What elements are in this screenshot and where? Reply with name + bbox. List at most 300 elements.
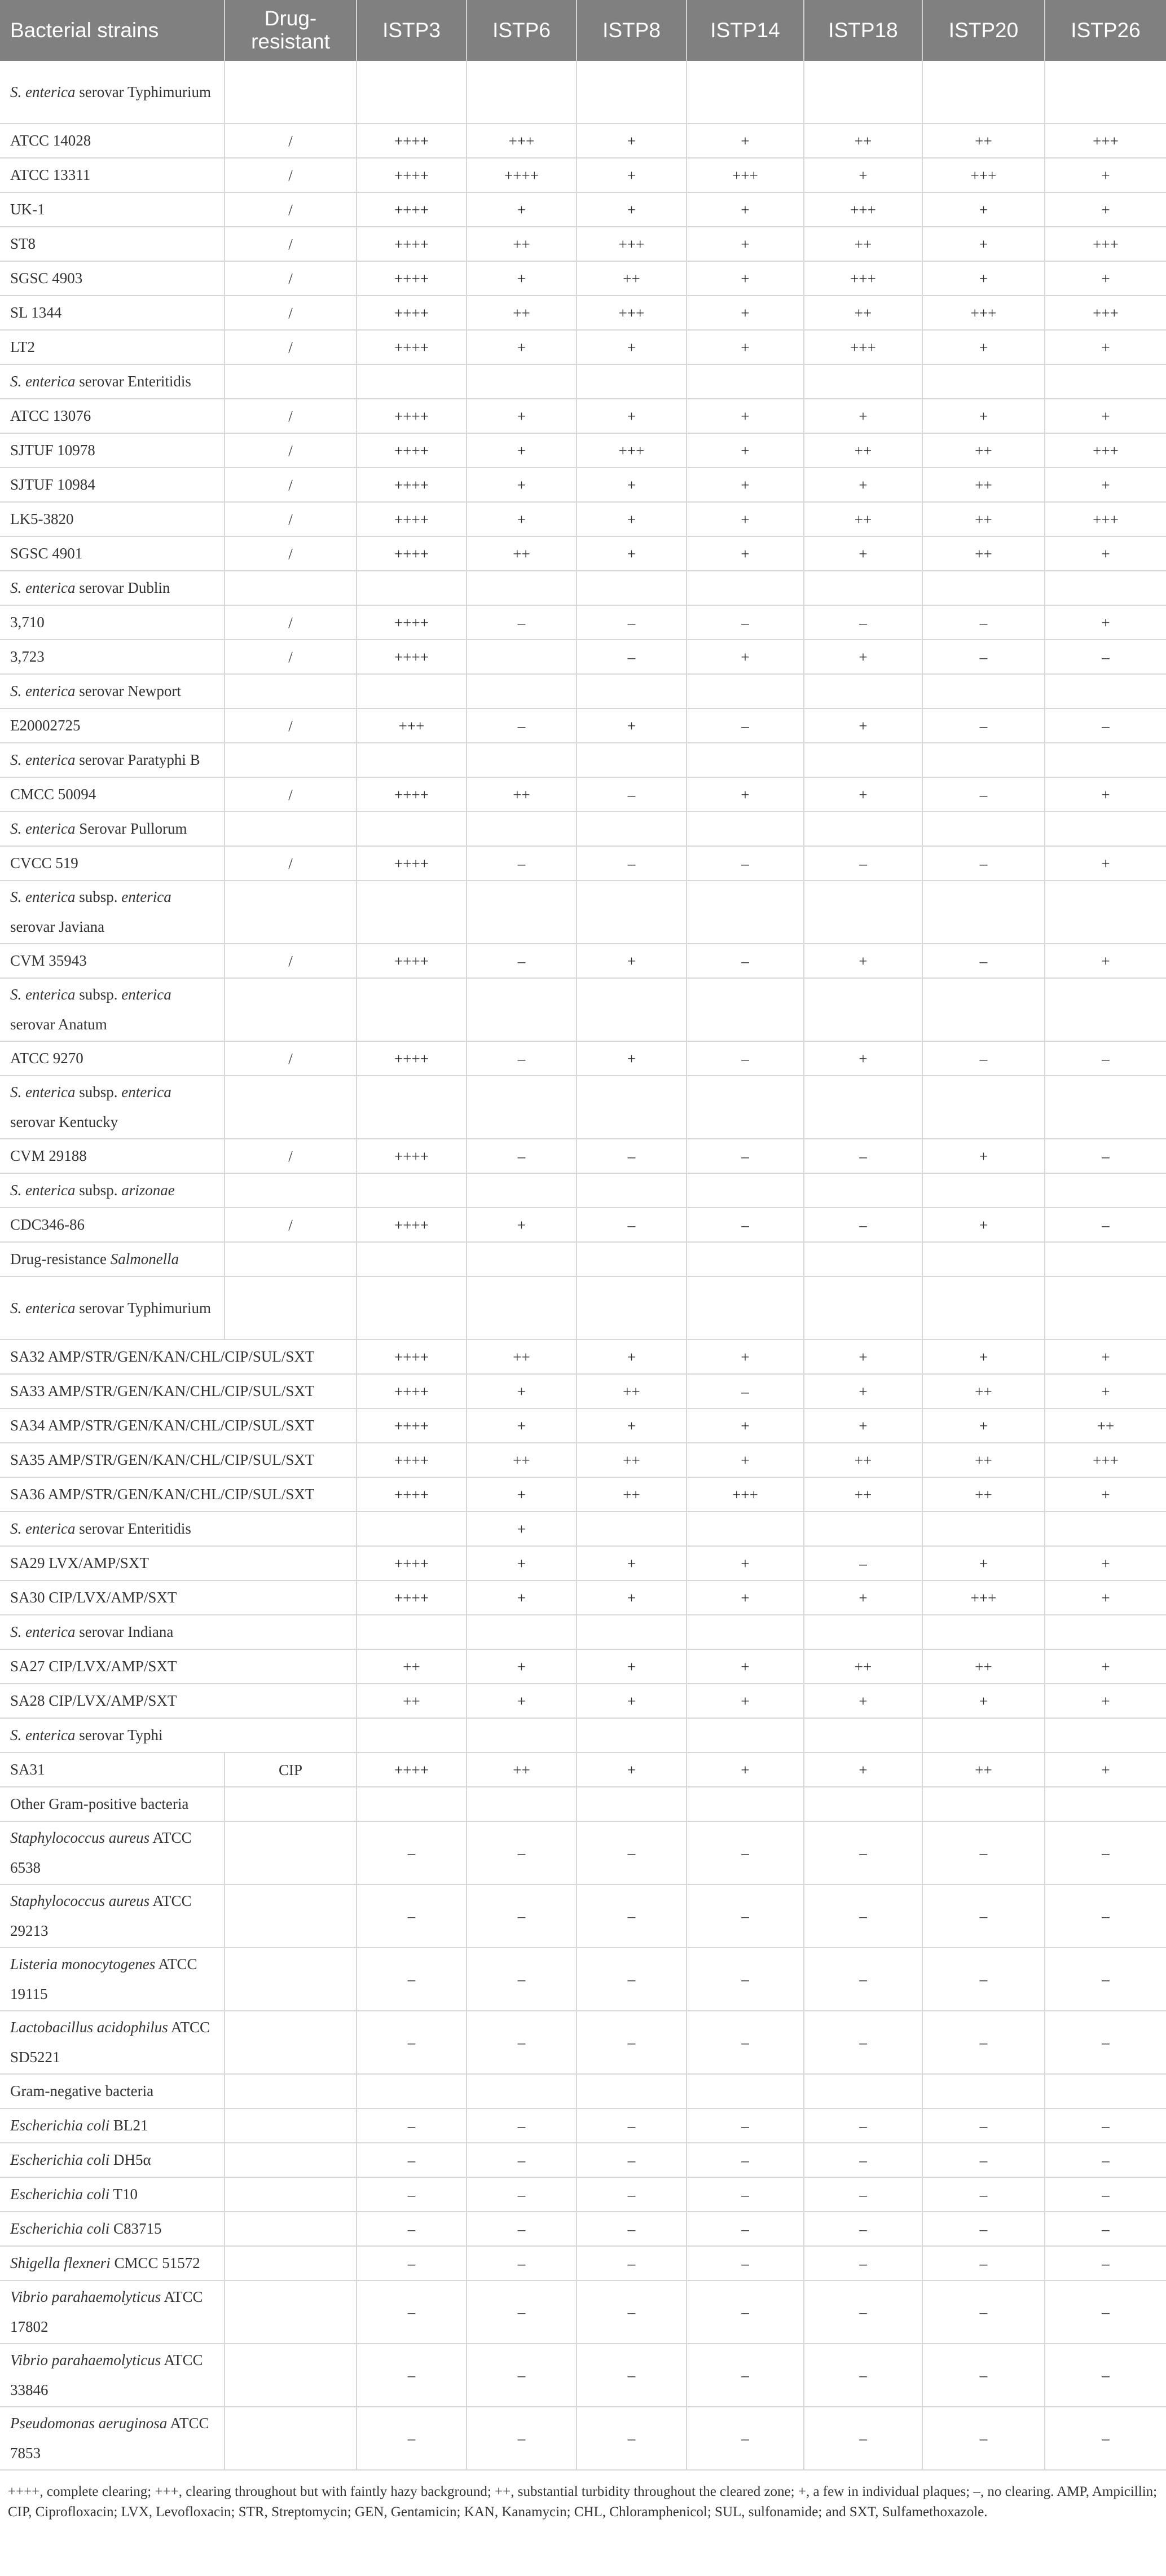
istp20-cell bbox=[922, 1276, 1045, 1340]
table-row bbox=[0, 1684, 1166, 1718]
drug-resistant-cell bbox=[225, 2011, 357, 2074]
drug-resistant-cell bbox=[225, 61, 357, 124]
istp14-cell: + bbox=[687, 261, 804, 296]
istp20-cell: + bbox=[922, 1139, 1045, 1173]
istp3-cell: ++++ bbox=[357, 330, 467, 364]
istp14-cell bbox=[687, 364, 804, 399]
strain-name-text: Drug-resistance bbox=[10, 1250, 111, 1267]
table-row bbox=[0, 1512, 1166, 1546]
strain-name-cell bbox=[0, 1173, 225, 1208]
drug-resistant-cell bbox=[225, 743, 357, 777]
strain-name-italic: S. enterica bbox=[10, 820, 76, 837]
istp14-cell: – bbox=[687, 1374, 804, 1408]
istp6-cell: – bbox=[467, 2177, 577, 2212]
table-group-row bbox=[0, 1242, 1166, 1276]
istp26-cell: – bbox=[1045, 1821, 1166, 1884]
table-row bbox=[0, 1443, 1166, 1477]
table-group-row bbox=[0, 1276, 1166, 1340]
table-row bbox=[0, 2344, 1166, 2407]
table-group-row bbox=[0, 1173, 1166, 1208]
istp6-cell bbox=[467, 1718, 577, 1752]
strain-name-text: serovar Paratyphi B bbox=[75, 751, 200, 768]
istp14-cell: + bbox=[687, 330, 804, 364]
istp3-cell bbox=[357, 674, 467, 708]
istp18-cell: – bbox=[804, 1208, 922, 1242]
istp8-cell bbox=[577, 364, 687, 399]
istp6-cell: + bbox=[467, 330, 577, 364]
strain-name-italic: S. enterica bbox=[10, 1727, 76, 1743]
strain-name-text: ATCC 29213 bbox=[10, 1892, 192, 1939]
strain-name-text: CDC346-86 bbox=[10, 1216, 85, 1233]
istp8-cell bbox=[577, 674, 687, 708]
table-group-row bbox=[0, 1615, 1166, 1649]
drug-resistant-cell bbox=[225, 2407, 357, 2470]
istp26-cell bbox=[1045, 674, 1166, 708]
istp18-cell: ++ bbox=[804, 502, 922, 536]
istp18-cell: – bbox=[804, 2246, 922, 2280]
strain-name-text: serovar Indiana bbox=[75, 1623, 174, 1640]
strain-name-italic: S. enterica bbox=[10, 1182, 76, 1199]
istp8-cell: + bbox=[577, 1408, 687, 1443]
strain-name-cell bbox=[0, 2108, 225, 2143]
strain-name-text: 3,723 bbox=[10, 648, 45, 665]
strain-name-text: ATCC SD5221 bbox=[10, 2019, 210, 2066]
istp8-cell: – bbox=[577, 2212, 687, 2246]
istp26-cell: + bbox=[1045, 330, 1166, 364]
table-row bbox=[0, 2143, 1166, 2177]
istp20-cell: – bbox=[922, 1884, 1045, 1948]
drug-resistant-cell: / bbox=[225, 261, 357, 296]
istp20-cell: – bbox=[922, 2177, 1045, 2212]
strain-name-cell bbox=[0, 708, 225, 743]
istp14-cell: – bbox=[687, 2280, 804, 2344]
header-istp6: ISTP6 bbox=[467, 0, 577, 61]
strain-name-text: serovar Enteritidis bbox=[75, 373, 191, 390]
strain-name-cell bbox=[0, 330, 225, 364]
istp8-cell: + bbox=[577, 330, 687, 364]
strain-name-text: subsp. bbox=[75, 888, 122, 905]
istp26-cell: + bbox=[1045, 1374, 1166, 1408]
istp20-cell: ++ bbox=[922, 1477, 1045, 1512]
strain-name-text: ATCC 6538 bbox=[10, 1829, 192, 1876]
strain-name-text: serovar Typhi bbox=[75, 1727, 163, 1743]
istp3-cell bbox=[357, 1076, 467, 1139]
table-group-row bbox=[0, 1718, 1166, 1752]
istp26-cell: – bbox=[1045, 2246, 1166, 2280]
istp20-cell: – bbox=[922, 2108, 1045, 2143]
table-row bbox=[0, 296, 1166, 330]
istp20-cell bbox=[922, 880, 1045, 944]
strain-name-italic: S. enterica bbox=[10, 751, 76, 768]
istp8-cell: + bbox=[577, 158, 687, 192]
strain-name-italic: Shigella flexneri bbox=[10, 2254, 111, 2271]
istp20-cell: – bbox=[922, 2011, 1045, 2074]
istp18-cell bbox=[804, 978, 922, 1041]
table-row bbox=[0, 1546, 1166, 1580]
istp20-cell: + bbox=[922, 1208, 1045, 1242]
istp14-cell: + bbox=[687, 777, 804, 812]
strain-name-italic: arizonae bbox=[121, 1182, 175, 1199]
istp18-cell: – bbox=[804, 1139, 922, 1173]
table-row bbox=[0, 1752, 1166, 1787]
istp26-cell: +++ bbox=[1045, 124, 1166, 158]
istp6-cell bbox=[467, 812, 577, 846]
istp8-cell bbox=[577, 1718, 687, 1752]
table-row bbox=[0, 2177, 1166, 2212]
istp6-cell: + bbox=[467, 261, 577, 296]
istp3-cell: – bbox=[357, 2177, 467, 2212]
istp18-cell bbox=[804, 1512, 922, 1546]
istp18-cell: – bbox=[804, 2407, 922, 2470]
istp20-cell: – bbox=[922, 2212, 1045, 2246]
istp20-cell: – bbox=[922, 777, 1045, 812]
drug-resistant-cell: / bbox=[225, 468, 357, 502]
istp18-cell bbox=[804, 1718, 922, 1752]
strain-name-text: Other Gram-positive bacteria bbox=[10, 1795, 189, 1812]
strain-name-text: T10 bbox=[109, 2186, 138, 2203]
strain-name-cell bbox=[0, 640, 225, 674]
strain-name-cell bbox=[0, 1139, 225, 1173]
istp3-cell bbox=[357, 571, 467, 605]
istp20-cell: – bbox=[922, 640, 1045, 674]
table-group-row bbox=[0, 61, 1166, 124]
strain-name-text: ST8 bbox=[10, 235, 36, 252]
istp8-cell: – bbox=[577, 1884, 687, 1948]
strain-name-cell bbox=[0, 1787, 225, 1821]
istp6-cell: – bbox=[467, 1884, 577, 1948]
istp8-cell: + bbox=[577, 192, 687, 227]
istp6-cell: + bbox=[467, 468, 577, 502]
istp6-cell: – bbox=[467, 1948, 577, 2011]
istp18-cell: – bbox=[804, 2011, 922, 2074]
table-row bbox=[0, 2108, 1166, 2143]
istp20-cell: + bbox=[922, 1408, 1045, 1443]
istp3-cell bbox=[357, 2074, 467, 2108]
strain-name-cell bbox=[0, 1615, 357, 1649]
istp20-cell: – bbox=[922, 2344, 1045, 2407]
strain-name-italic: S. enterica bbox=[10, 1299, 76, 1316]
istp26-cell: + bbox=[1045, 944, 1166, 978]
istp26-cell: – bbox=[1045, 1139, 1166, 1173]
istp26-cell: – bbox=[1045, 2177, 1166, 2212]
istp20-cell: – bbox=[922, 1821, 1045, 1884]
istp8-cell bbox=[577, 1076, 687, 1139]
istp8-cell bbox=[577, 2074, 687, 2108]
istp3-cell bbox=[357, 1718, 467, 1752]
istp14-cell bbox=[687, 978, 804, 1041]
strain-name-cell bbox=[0, 2280, 225, 2344]
istp26-cell: + bbox=[1045, 1477, 1166, 1512]
drug-resistant-cell bbox=[225, 2246, 357, 2280]
istp6-cell: + bbox=[467, 1649, 577, 1684]
istp14-cell: – bbox=[687, 708, 804, 743]
istp26-cell: + bbox=[1045, 192, 1166, 227]
drug-resistant-cell: / bbox=[225, 708, 357, 743]
istp20-cell: – bbox=[922, 2407, 1045, 2470]
istp18-cell: ++ bbox=[804, 124, 922, 158]
istp18-cell: +++ bbox=[804, 192, 922, 227]
istp14-cell bbox=[687, 1615, 804, 1649]
istp14-cell bbox=[687, 1718, 804, 1752]
strain-name-text: subsp. bbox=[75, 986, 122, 1003]
istp8-cell bbox=[577, 743, 687, 777]
table-row bbox=[0, 1208, 1166, 1242]
istp14-cell: + bbox=[687, 1340, 804, 1374]
istp3-cell bbox=[357, 812, 467, 846]
drug-resistant-cell bbox=[225, 1787, 357, 1821]
drug-resistant-cell: / bbox=[225, 158, 357, 192]
table-body bbox=[0, 61, 1166, 2470]
istp6-cell bbox=[467, 880, 577, 944]
strain-name-italic: enterica bbox=[121, 888, 171, 905]
istp18-cell bbox=[804, 1076, 922, 1139]
istp14-cell: – bbox=[687, 1041, 804, 1076]
istp8-cell: – bbox=[577, 777, 687, 812]
strain-name-cell bbox=[0, 399, 225, 433]
istp18-cell: – bbox=[804, 2280, 922, 2344]
drug-resistant-cell: / bbox=[225, 192, 357, 227]
istp6-cell: ++ bbox=[467, 227, 577, 261]
drug-resistant-cell bbox=[225, 880, 357, 944]
table-row bbox=[0, 708, 1166, 743]
istp18-cell bbox=[804, 1787, 922, 1821]
istp18-cell bbox=[804, 61, 922, 124]
table-row bbox=[0, 192, 1166, 227]
istp6-cell: – bbox=[467, 1041, 577, 1076]
istp18-cell: + bbox=[804, 399, 922, 433]
istp18-cell bbox=[804, 812, 922, 846]
istp14-cell: +++ bbox=[687, 1477, 804, 1512]
istp6-cell: – bbox=[467, 708, 577, 743]
header-drug-resistant: Drug-resistant bbox=[225, 0, 357, 61]
table-row bbox=[0, 846, 1166, 880]
drug-resistant-cell bbox=[225, 364, 357, 399]
drug-resistant-cell bbox=[225, 1821, 357, 1884]
strain-name-text: SL 1344 bbox=[10, 304, 62, 321]
istp8-cell bbox=[577, 1512, 687, 1546]
strain-name-text: ATCC 17802 bbox=[10, 2288, 203, 2335]
istp26-cell: + bbox=[1045, 1340, 1166, 1374]
header-istp8: ISTP8 bbox=[577, 0, 687, 61]
istp20-cell bbox=[922, 1076, 1045, 1139]
table-group-row bbox=[0, 880, 1166, 944]
istp3-cell: ++++ bbox=[357, 846, 467, 880]
istp8-cell: – bbox=[577, 2246, 687, 2280]
strain-name-text: SA33 AMP/STR/GEN/KAN/CHL/CIP/SUL/SXT bbox=[10, 1382, 315, 1399]
istp26-cell: + bbox=[1045, 399, 1166, 433]
istp18-cell: – bbox=[804, 2212, 922, 2246]
istp18-cell: – bbox=[804, 846, 922, 880]
strain-name-text: serovar Typhimurium bbox=[75, 83, 212, 100]
istp18-cell: + bbox=[804, 1374, 922, 1408]
istp14-cell bbox=[687, 1512, 804, 1546]
strain-name-cell bbox=[0, 2344, 225, 2407]
strain-name-cell bbox=[0, 1718, 357, 1752]
istp20-cell: – bbox=[922, 2143, 1045, 2177]
drug-resistant-cell: / bbox=[225, 502, 357, 536]
table-row bbox=[0, 1041, 1166, 1076]
istp6-cell: + bbox=[467, 1512, 577, 1546]
istp14-cell: + bbox=[687, 227, 804, 261]
strain-name-italic: enterica bbox=[121, 1084, 171, 1100]
istp26-cell: – bbox=[1045, 1948, 1166, 2011]
istp14-cell: – bbox=[687, 846, 804, 880]
strain-name-cell bbox=[0, 1821, 225, 1884]
istp8-cell: ++ bbox=[577, 261, 687, 296]
istp3-cell: ++++ bbox=[357, 640, 467, 674]
istp6-cell: – bbox=[467, 2143, 577, 2177]
strain-name-cell bbox=[0, 1948, 225, 2011]
strain-name-cell bbox=[0, 1512, 357, 1546]
istp20-cell bbox=[922, 1242, 1045, 1276]
drug-resistant-cell bbox=[225, 1948, 357, 2011]
istp14-cell: – bbox=[687, 605, 804, 640]
strain-name-italic: Pseudomonas aeruginosa bbox=[10, 2415, 168, 2432]
strain-name-cell bbox=[0, 158, 225, 192]
table-group-row bbox=[0, 978, 1166, 1041]
istp20-cell: +++ bbox=[922, 1580, 1045, 1615]
istp8-cell: – bbox=[577, 2344, 687, 2407]
istp26-cell: + bbox=[1045, 1546, 1166, 1580]
strain-name-cell bbox=[0, 1041, 225, 1076]
istp26-cell: – bbox=[1045, 1041, 1166, 1076]
istp3-cell: – bbox=[357, 2344, 467, 2407]
istp3-cell: – bbox=[357, 2407, 467, 2470]
istp26-cell bbox=[1045, 61, 1166, 124]
strain-name-cell bbox=[0, 2011, 225, 2074]
istp14-cell: – bbox=[687, 2344, 804, 2407]
drug-resistant-cell: / bbox=[225, 536, 357, 571]
strain-name-cell bbox=[0, 227, 225, 261]
istp18-cell: + bbox=[804, 1340, 922, 1374]
istp6-cell bbox=[467, 1076, 577, 1139]
strain-name-cell bbox=[0, 2246, 225, 2280]
istp26-cell bbox=[1045, 1615, 1166, 1649]
strain-name-text: LK5-3820 bbox=[10, 510, 74, 527]
istp18-cell: + bbox=[804, 158, 922, 192]
table-footnote: ++++, complete clearing; +++, clearing throughout but with faintly hazy background; ++, substantial turbidity throughout the cleared zone; +, a few in individual plaques; –, no clearing. AMP, Ampicillin; CIP, Ciprofloxacin; LVX, Levofloxacin; STR, Streptomycin; GEN, Gentamicin; KAN, Kanamycin; CHL, Chloramphenicol; SUL, sulfonamide; and SXT, Sulfamethoxazole. bbox=[8, 2484, 1158, 2520]
istp3-cell bbox=[357, 1173, 467, 1208]
drug-resistant-cell bbox=[225, 2143, 357, 2177]
istp8-cell: ++ bbox=[577, 1443, 687, 1477]
istp18-cell bbox=[804, 364, 922, 399]
strain-name-text: subsp. bbox=[75, 1182, 122, 1199]
istp3-cell bbox=[357, 1787, 467, 1821]
istp8-cell: + bbox=[577, 1752, 687, 1787]
strain-name-text: ATCC 7853 bbox=[10, 2415, 209, 2461]
istp18-cell: – bbox=[804, 2143, 922, 2177]
istp26-cell bbox=[1045, 364, 1166, 399]
istp6-cell: – bbox=[467, 2011, 577, 2074]
istp6-cell bbox=[467, 1276, 577, 1340]
drug-resistant-cell bbox=[225, 812, 357, 846]
strain-name-italic: S. enterica bbox=[10, 373, 76, 390]
istp6-cell: ++ bbox=[467, 1340, 577, 1374]
table-row bbox=[0, 1649, 1166, 1684]
istp26-cell: + bbox=[1045, 846, 1166, 880]
table-row bbox=[0, 1948, 1166, 2011]
istp8-cell: + bbox=[577, 1041, 687, 1076]
strain-name-cell bbox=[0, 2074, 225, 2108]
strain-name-text: SA31 bbox=[10, 1761, 45, 1778]
table-row bbox=[0, 227, 1166, 261]
strain-name-text: SA28 CIP/LVX/AMP/SXT bbox=[10, 1692, 177, 1709]
table-row bbox=[0, 433, 1166, 468]
istp8-cell: + bbox=[577, 1649, 687, 1684]
istp14-cell: – bbox=[687, 2177, 804, 2212]
istp20-cell bbox=[922, 364, 1045, 399]
istp26-cell: + bbox=[1045, 1684, 1166, 1718]
istp8-cell: + bbox=[577, 1546, 687, 1580]
strain-name-cell bbox=[0, 1752, 225, 1787]
istp14-cell bbox=[687, 2074, 804, 2108]
strain-name-text: CMCC 50094 bbox=[10, 786, 96, 803]
strain-name-italic: S. enterica bbox=[10, 1623, 76, 1640]
istp6-cell: ++ bbox=[467, 1752, 577, 1787]
istp18-cell: ++ bbox=[804, 1649, 922, 1684]
istp18-cell: + bbox=[804, 468, 922, 502]
istp14-cell: + bbox=[687, 433, 804, 468]
strain-name-text: SA29 LVX/AMP/SXT bbox=[10, 1555, 149, 1571]
drug-resistant-cell bbox=[225, 1076, 357, 1139]
istp18-cell bbox=[804, 1242, 922, 1276]
strain-name-cell bbox=[0, 364, 225, 399]
istp26-cell bbox=[1045, 1076, 1166, 1139]
istp18-cell: + bbox=[804, 1580, 922, 1615]
istp26-cell: + bbox=[1045, 536, 1166, 571]
strain-name-italic: Escherichia coli bbox=[10, 2186, 110, 2203]
istp8-cell bbox=[577, 1242, 687, 1276]
istp3-cell: ++++ bbox=[357, 468, 467, 502]
istp26-cell: + bbox=[1045, 1580, 1166, 1615]
istp6-cell bbox=[467, 1787, 577, 1821]
istp26-cell: – bbox=[1045, 1208, 1166, 1242]
istp20-cell: + bbox=[922, 1546, 1045, 1580]
istp3-cell: ++++ bbox=[357, 605, 467, 640]
istp20-cell: – bbox=[922, 944, 1045, 978]
istp3-cell: – bbox=[357, 2280, 467, 2344]
istp3-cell: ++++ bbox=[357, 261, 467, 296]
istp18-cell: – bbox=[804, 1821, 922, 1884]
istp3-cell bbox=[357, 743, 467, 777]
istp8-cell: – bbox=[577, 2407, 687, 2470]
istp14-cell: + bbox=[687, 1546, 804, 1580]
strain-name-text: serovar Dublin bbox=[75, 579, 170, 596]
istp3-cell: ++++ bbox=[357, 1340, 467, 1374]
istp14-cell: + bbox=[687, 640, 804, 674]
strain-name-italic: S. enterica bbox=[10, 579, 76, 596]
istp18-cell bbox=[804, 674, 922, 708]
drug-resistant-cell: / bbox=[225, 1139, 357, 1173]
istp3-cell bbox=[357, 1276, 467, 1340]
istp8-cell: + bbox=[577, 1684, 687, 1718]
istp3-cell: ++++ bbox=[357, 536, 467, 571]
drug-resistant-cell: / bbox=[225, 605, 357, 640]
istp18-cell: ++ bbox=[804, 227, 922, 261]
strain-name-italic: Listeria monocytogenes bbox=[10, 1956, 156, 1972]
istp6-cell bbox=[467, 571, 577, 605]
istp18-cell: – bbox=[804, 605, 922, 640]
istp3-cell bbox=[357, 61, 467, 124]
istp3-cell: ++++ bbox=[357, 1443, 467, 1477]
istp8-cell: – bbox=[577, 2177, 687, 2212]
istp18-cell: + bbox=[804, 1684, 922, 1718]
istp26-cell: + bbox=[1045, 777, 1166, 812]
istp20-cell bbox=[922, 743, 1045, 777]
istp20-cell bbox=[922, 1718, 1045, 1752]
strain-name-cell bbox=[0, 2143, 225, 2177]
istp26-cell bbox=[1045, 1718, 1166, 1752]
